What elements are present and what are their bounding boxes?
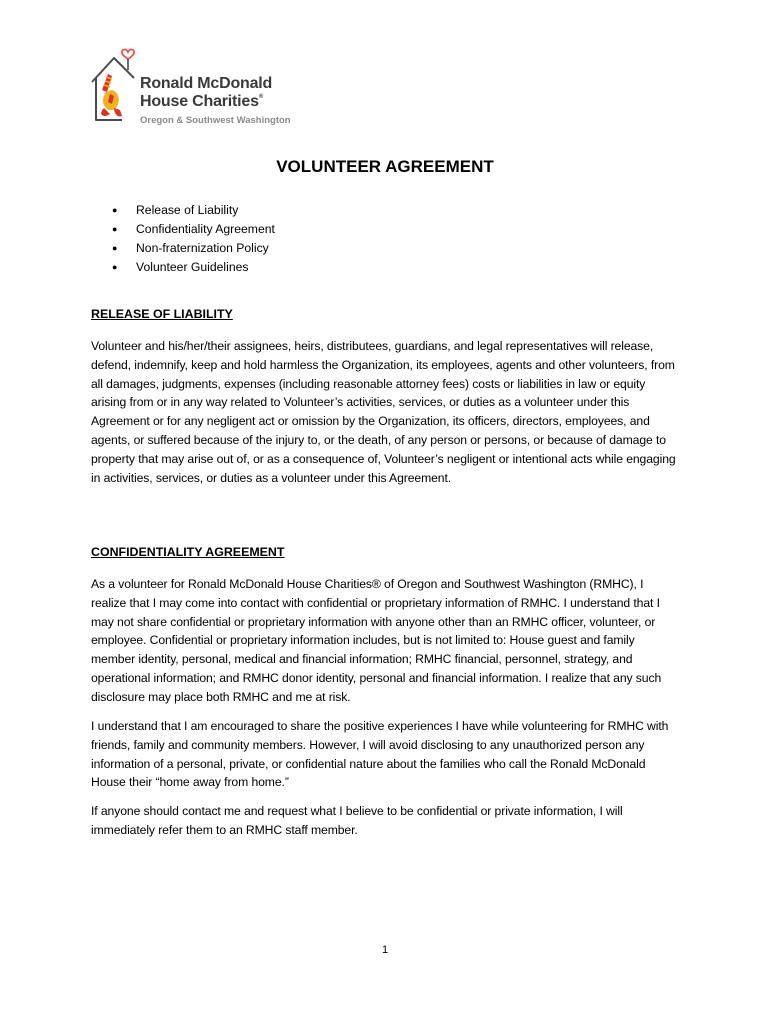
confidentiality-heading: CONFIDENTIALITY AGREEMENT (91, 545, 285, 559)
logo-house-charities-text: House Charities (140, 93, 259, 110)
contents-list (112, 201, 275, 277)
contents-item-confidentiality: ● Confidentiality Agreement (112, 220, 275, 239)
contents-item-guidelines: ● Volunteer Guidelines (112, 258, 275, 277)
rmhc-logo (88, 44, 328, 126)
logo-line-house-charities (140, 94, 291, 112)
contents-item-release: ● Release of Liability (112, 201, 275, 220)
document-title: VOLUNTEER AGREEMENT (276, 157, 494, 176)
release-heading: RELEASE OF LIABILITY (91, 307, 233, 321)
release-paragraph: Volunteer and his/her/their assignees, heirs, distributees, guardians, and legal representatives will release, defend, indemnify, keep and hold harmless the Organization, its employees, agents and other volunteers, from all damages, judgments, expenses (including reasonable attorney fees) costs or liabilities in law or equity arising from or in any way related to Volunteer’s activities, services, or duties as a volunteer under this Agreement or for any negligent act or omission by the Organization, its officers, directors, employees, and agents, or suffered because of the injury to, or the death, of any person or persons, or because of damage to property that may arise out of, or as a consequence of, Volunteer’s negligent or intentional acts while engaging in activities, services, or duties as a volunteer under this Agreement. (91, 339, 676, 485)
confidentiality-paragraph-2: I understand that I am encouraged to share the positive experiences I have while volunteering for RMHC with friends, family and community members. However, I will avoid disclosing to any unauthorized person any information of a personal, private, or confidential nature about the families who call the Ronald McDonald House their “home away from home.” (91, 719, 669, 790)
registered-mark: ® (258, 94, 264, 100)
confidentiality-paragraph-3: If anyone should contact me and request what I believe to be confidential or private information, I will immediately refer them to an RMHC staff member. (91, 804, 623, 837)
contents-item-non-fraternization: ● Non-fraternization Policy (112, 239, 275, 258)
confidentiality-paragraph-1: As a volunteer for Ronald McDonald House Charities® of Oregon and Southwest Washington (RMHC), I realize that I may come into contact with confidential or proprietary information of RMHC. I understand that I may not share confidential or proprietary information with anyone other than an RMHC officer, volunteer, or employee. Confidential or proprietary information includes, but is not limited to: House guest and family member identity, personal, medical and financial information; RMHC financial, personnel, strategy, and operational information; and RMHC donor identity, personal and financial information. I realize that any such disclosure may place both RMHC and me at risk. (91, 577, 662, 704)
house-heart-icon (88, 44, 144, 126)
logo-line-ronald-mcdonald: Ronald McDonald (140, 75, 273, 92)
page-number: 1 (381, 944, 389, 956)
logo-line-region: Oregon & Southwest Washington (140, 115, 291, 126)
logo-wordmark (140, 76, 291, 126)
